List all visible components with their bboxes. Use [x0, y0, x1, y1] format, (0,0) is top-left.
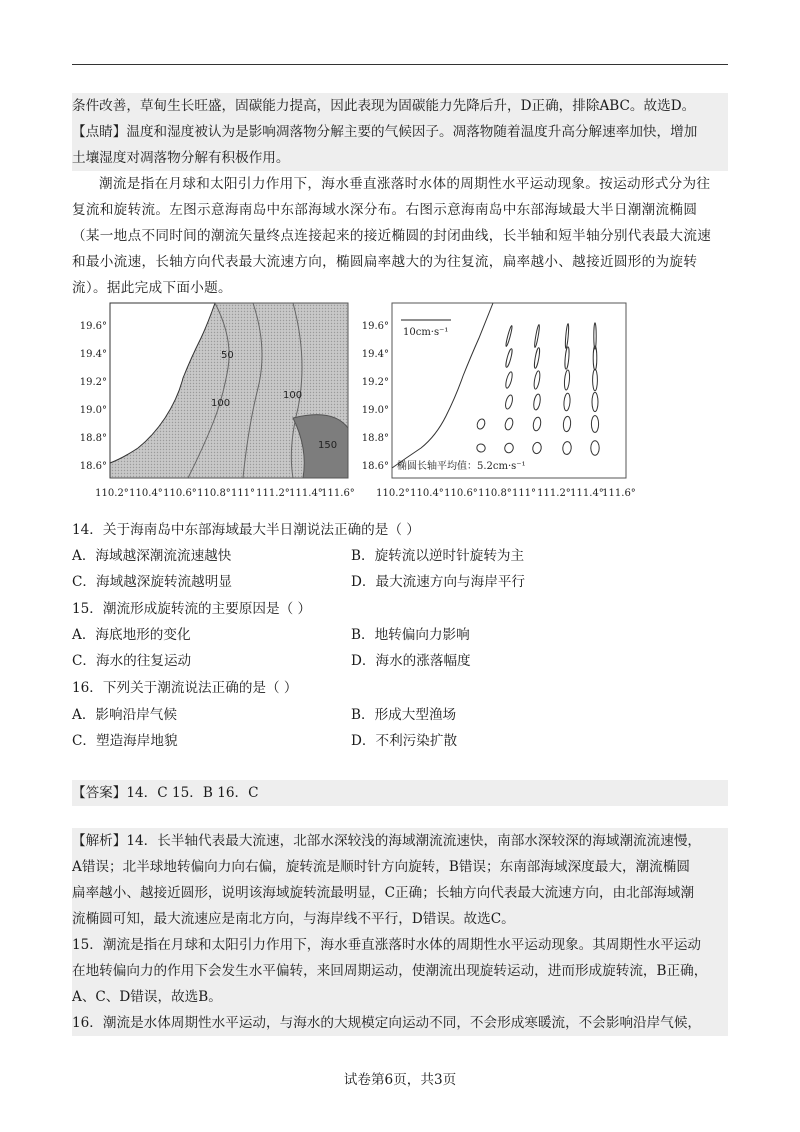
question-14-option-a[interactable]: A．海域越深潮流流速越快 — [72, 548, 232, 564]
text-line: 15．潮流是指在月球和太阳引力作用下，海水垂直涨落时水体的周期性水平运动现象。其周期性水平运动 — [72, 937, 702, 953]
question-16-option-c[interactable]: C．塑造海岸地貌 — [72, 733, 178, 749]
lat-tick-label: 19.2° — [361, 377, 389, 388]
lon-tick-label: 110.6° — [163, 488, 197, 499]
depth-label: 100 — [211, 398, 231, 409]
text-line: 流）。据此完成下面小题。 — [72, 280, 232, 296]
lon-tick-label: 110.6° — [444, 488, 478, 499]
lon-tick-label: 110.2° — [376, 488, 410, 499]
question-15-option-a[interactable]: A．海底地形的变化 — [72, 627, 191, 643]
analysis-block — [72, 828, 728, 1036]
lat-tick-label: 19.6° — [361, 321, 389, 332]
text-line: 条件改善，草甸生长旺盛，固碳能力提高，因此表现为固碳能力先降后升，D正确，排除ABC。故选D。 — [72, 98, 696, 114]
text-line: （某一地点不同时间的潮流矢量终点连接起来的接近椭圆的封闭曲线，长半轴和短半轴分别代表最大流速 — [72, 228, 712, 244]
text-line: 在地转偏向力的作用下会发生水平偏转，来回周期运动，使潮流出现旋转运动，进而形成旋转流，B正确， — [72, 963, 708, 979]
text-line: 16．潮流是水体周期性水平运动，与海水的大规模定向运动不同，不会形成寒暖流，不会影响沿岸气候， — [72, 1015, 702, 1031]
text-line: 【解析】14．长半轴代表最大流速，北部水深较浅的海域潮流流速快，南部水深较深的海域潮流流速慢， — [72, 833, 702, 849]
lon-tick-label: 111.6° — [321, 488, 355, 499]
depth-map — [79, 298, 355, 508]
scale-label: 10cm·s⁻¹ — [403, 327, 449, 338]
lon-tick-label: 111.2° — [537, 488, 571, 499]
depth-label: 50 — [221, 350, 234, 361]
lat-tick-label: 19.0° — [361, 405, 389, 416]
lon-tick-label: 111° — [511, 488, 537, 499]
question-14-option-c[interactable]: C．海域越深旋转流越明显 — [72, 574, 232, 590]
answer-block — [72, 780, 728, 806]
lat-tick-label: 19.2° — [79, 377, 107, 388]
text-line: 【点睛】温度和湿度被认为是影响凋落物分解主要的气候因子。凋落物随着温度升高分解速率加快，增加 — [72, 124, 698, 140]
header-rule — [72, 64, 728, 65]
text-line: A错误；北半球地转偏向力向右偏，旋转流是顺时针方向旋转，B错误；东南部海域深度最大，潮流椭圆 — [72, 859, 690, 875]
lat-tick-label: 18.6° — [361, 461, 389, 472]
text-line: 流椭圆可知，最大流速应是南北方向，与海岸线不平行，D错误。故选C。 — [72, 911, 515, 927]
depth-label: 100 — [283, 390, 303, 401]
question-16-option-d[interactable]: D．不利污染扩散 — [351, 733, 458, 749]
answer-line: 【答案】14．C 15．B 16．C — [72, 785, 259, 801]
lon-tick-label: 111.2° — [256, 488, 290, 499]
lon-tick-label: 111.4° — [570, 488, 604, 499]
text-line: 和最小流速，长轴方向代表最大流速方向，椭圆扁率越大的为往复流，扁率越小、越接近圆形的为旋转 — [72, 254, 698, 270]
lat-tick-label: 18.6° — [79, 461, 107, 472]
text-line: 复流和旋转流。左图示意海南岛中东部海域水深分布。右图示意海南岛中东部海域最大半日潮潮流椭圆 — [72, 202, 698, 218]
lon-tick-label: 110.4° — [410, 488, 444, 499]
lat-tick-label: 18.8° — [361, 433, 389, 444]
question-16-option-a[interactable]: A．影响沿岸气候 — [72, 707, 177, 723]
tidal-ellipse-map — [361, 298, 636, 508]
lat-tick-label: 19.0° — [79, 405, 107, 416]
lon-tick-label: 111.4° — [289, 488, 323, 499]
lat-tick-label: 18.8° — [79, 433, 107, 444]
lon-tick-label: 110.2° — [95, 488, 129, 499]
text-line: 潮流是指在月球和太阳引力作用下，海水垂直涨落时水体的周期性水平运动现象。按运动形式分为往 — [99, 176, 711, 192]
question-14-option-b[interactable]: B．旋转流以逆时针旋转为主 — [351, 548, 525, 564]
mean-axis-label: 椭圆长轴平均值：5.2cm·s⁻¹ — [397, 461, 526, 472]
question-15-option-b[interactable]: B．地转偏向力影响 — [351, 627, 470, 643]
page-footer: 试卷第6页，共3页 — [343, 1072, 457, 1088]
question-14-stem: 14．关于海南岛中东部海域最大半日潮说法正确的是（ ） — [72, 522, 420, 538]
lon-tick-label: 110.8° — [478, 488, 512, 499]
text-line: 土壤湿度对凋落物分解有积极作用。 — [72, 150, 290, 166]
lon-tick-label: 111.6° — [602, 488, 636, 499]
lon-tick-label: 111° — [230, 488, 256, 499]
text-line: A、C、D错误，故选B。 — [72, 989, 222, 1005]
question-15-option-d[interactable]: D．海水的涨落幅度 — [351, 653, 471, 669]
question-15-stem: 15．潮流形成旋转流的主要原因是（ ） — [72, 601, 312, 617]
question-15-option-c[interactable]: C．海水的往复运动 — [72, 653, 192, 669]
question-14-option-d[interactable]: D．最大流速方向与海岸平行 — [351, 574, 526, 590]
depth-label: 150 — [318, 440, 338, 451]
lat-tick-label: 19.4° — [79, 349, 107, 360]
question-16-option-b[interactable]: B．形成大型渔场 — [351, 707, 457, 723]
lat-tick-label: 19.4° — [361, 349, 389, 360]
previous-answer-block — [72, 93, 728, 171]
lon-tick-label: 110.8° — [197, 488, 231, 499]
lon-tick-label: 110.4° — [129, 488, 163, 499]
intro-paragraph — [72, 171, 728, 301]
figure-pair — [79, 298, 636, 508]
question-16-stem: 16．下列关于潮流说法正确的是（ ） — [72, 680, 298, 696]
text-line: 扁率越小、越接近圆形，说明该海域旋转流最明显，C正确；长轴方向代表最大流速方向，由北部海域潮 — [72, 885, 695, 901]
lat-tick-label: 19.6° — [79, 321, 107, 332]
